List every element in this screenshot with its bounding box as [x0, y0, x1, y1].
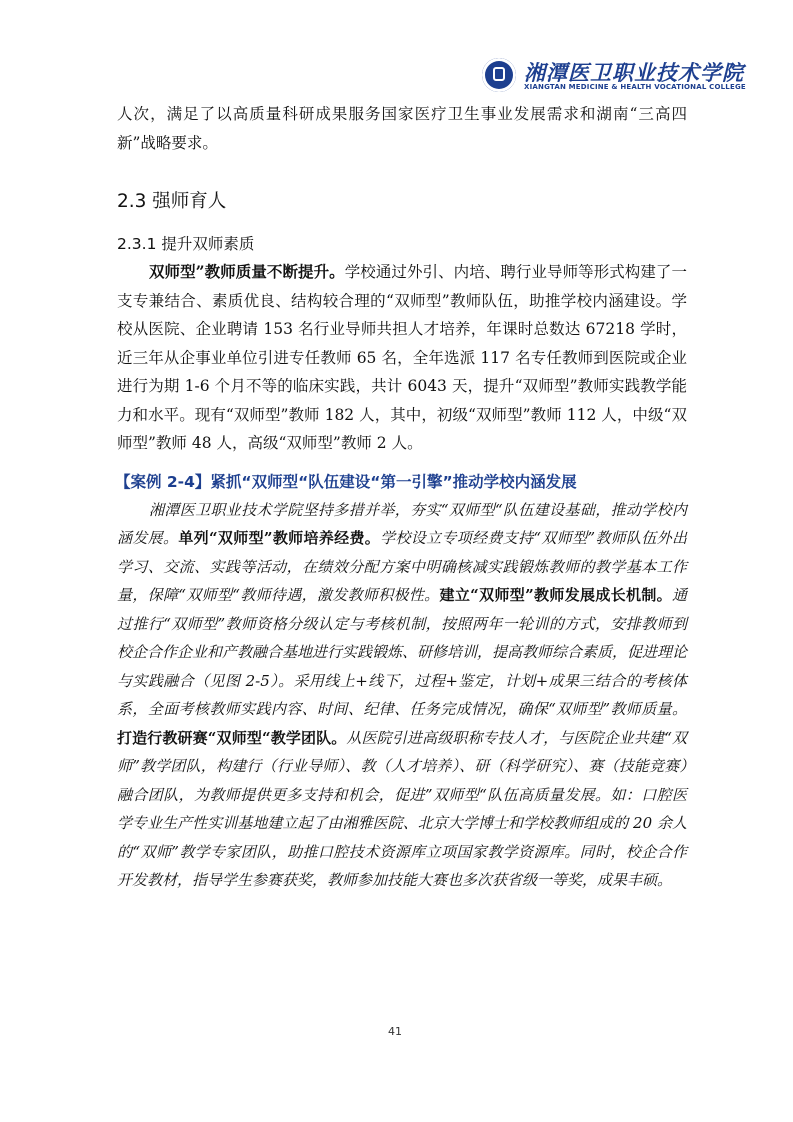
case-sentence-4: 从医院引进高级职称专技人才，与医院企业共建“双师”教学团队，构建行（行业导师）、教（人才培养）、研（科学研究）、赛（技能竞赛）融合团队，为教师提供更多支持和机会，促进”双师型“队伍高质量发展。如：口腔医学专业生产性实训基地建立起了由湘雅医院、北京大学博士和学校教师组成的 20 余人的“双师”教学专家团队，助推口腔技术资源库立项国家教学资源库。同时，校企合作开发教材，指导学生参赛获奖，教师参加技能大赛也多次获省级一等奖，成果丰硕。	[117, 728, 687, 889]
paragraph-lead: 双师型”教师质量不断提升。	[149, 262, 345, 281]
section-heading: 2.3 强师育人	[117, 191, 227, 212]
page-number: 41	[388, 1025, 402, 1038]
case-title: 【案例 2-4】紧抓“双师型“队伍建设“第一引擎”推动学校内涵发展	[115, 472, 577, 491]
paragraph-double-qualified-teachers	[117, 258, 687, 458]
college-name-en: XIANGTAN MEDICINE & HEALTH VOCATIONAL COLLEGE	[524, 83, 746, 91]
case-bold-1: 单列“双师型”教师培养经费。	[178, 529, 381, 547]
case-sentence-2: 学校设立专项经费支持“双师型”教师队伍外出学习、交流、实践等活动，在绩效分配方案中明确核减实践锻炼教师的教学基本工作量，保障“双师型“教师待遇，激发教师积极性。	[117, 529, 687, 604]
case-sentence-1: 湘潭医卫职业技术学院坚持多措并举，夯实“双师型“队伍建设基础，推动学校内涵发展。	[117, 500, 687, 547]
case-bold-2: 建立“双师型”教师发展成长机制。	[439, 586, 672, 604]
college-emblem-icon	[482, 58, 516, 92]
case-sentence-3: 通过推行“双师型”教师资格分级认定与考核机制，按照两年一轮训的方式，安排教师到校企合作企业和产教融合基地进行实践锻炼、研修培训，提高教师综合素质，促进理论与实践融合（见图 2-5）。采用线上+线下，过程+鉴定，计划+成果三结合的考核体系，全面考核教师实践内容、时间、纪律、任务完成情况，确保“双师型”教师质量。	[117, 586, 688, 718]
subsection-heading: 2.3.1 提升双师素质	[117, 235, 255, 253]
college-logo	[478, 55, 746, 97]
continuation-paragraph: 人次，满足了以高质量科研成果服务国家医疗卫生事业发展需求和湖南“三高四新”战略要求。	[117, 105, 687, 152]
paragraph-text: 学校通过外引、内培、聘行业导师等形式构建了一支专兼结合、素质优良、结构较合理的“双师型”教师队伍，助推学校内涵建设。学校从医院、企业聘请 153 名行业导师共担人才培养，年课时总数达 67218 学时，近三年从企事业单位引进专任教师 65 名，全年选派 117 名专任教师到医院或企业进行为期 1-6 个月不等的临床实践，共计 6043 天，提升“双师型”教师实践教学能力和水平。现有“双师型”教师 182 人，其中，初级“双师型”教师 112 人，中级“双师型”教师 48 人，高级“双师型”教师 2 人。	[117, 263, 687, 452]
case-paragraph	[117, 496, 687, 895]
case-bold-3: 打造行教研赛“双师型“教学团队。	[117, 728, 347, 747]
college-name-cn: 湘潭医卫职业技术学院	[524, 60, 744, 85]
page-content	[117, 100, 687, 895]
